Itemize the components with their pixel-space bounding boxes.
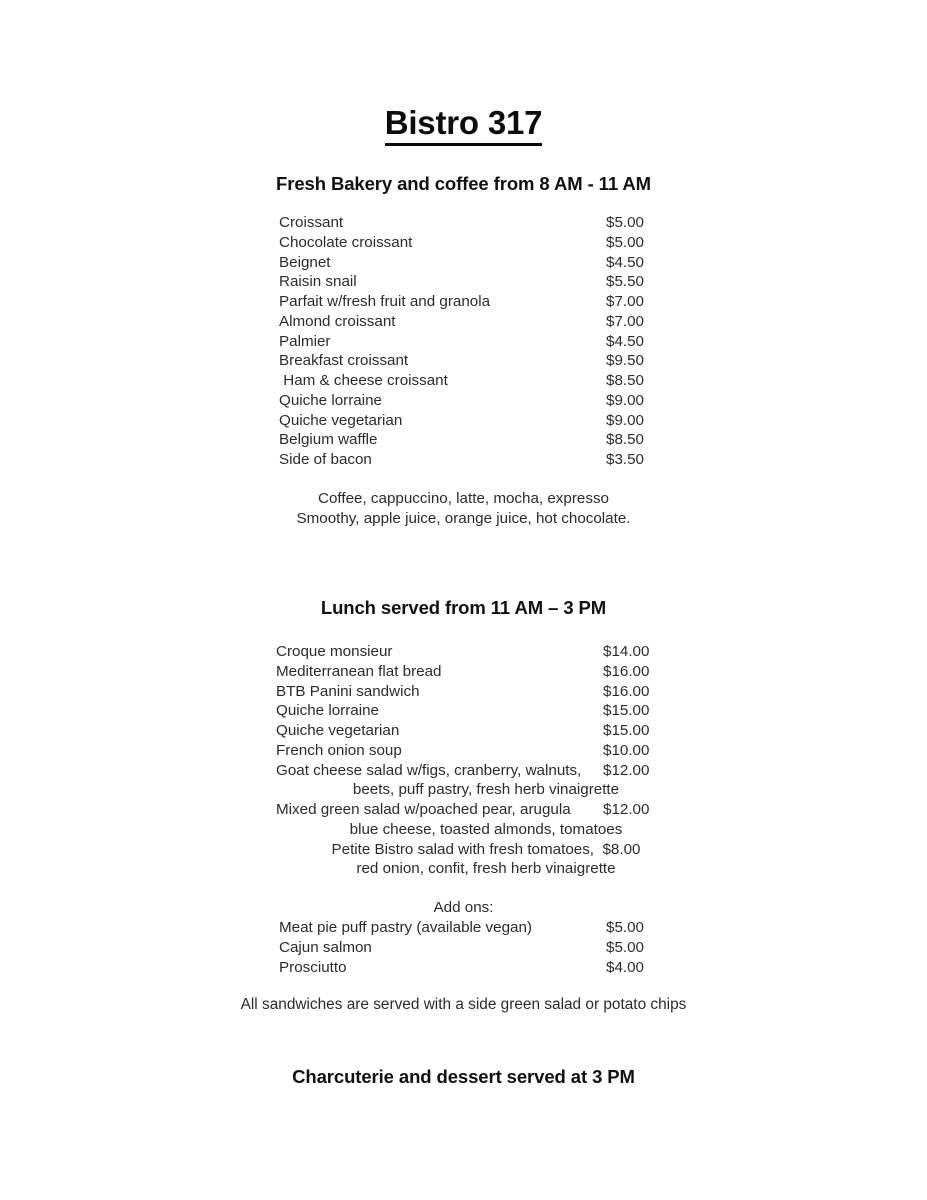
menu-item-row: [276, 682, 696, 702]
addons-item-list: [279, 918, 699, 977]
menu-item-price: $7.00: [606, 312, 645, 330]
lunch-section-heading: Lunch served from 11 AM – 3 PM: [320, 597, 607, 618]
menu-item-row: [279, 253, 699, 273]
menu-item-name: Chocolate croissant: [279, 233, 413, 251]
menu-item-continuation: red onion, confit, fresh herb vinaigrette: [356, 860, 616, 878]
drinks-block: [0, 489, 927, 529]
menu-item-continuation: beets, puff pastry, fresh herb vinaigrette: [352, 781, 620, 799]
menu-item-price: $16.00: [603, 682, 650, 700]
drinks-line-2: Smoothy, apple juice, orange juice, hot chocolate.: [296, 510, 631, 527]
menu-item-row: [279, 272, 699, 292]
menu-item-row: [276, 761, 696, 781]
menu-item-price: $4.50: [606, 332, 645, 350]
menu-item-price: $12.00: [603, 761, 650, 779]
menu-item-price: $4.50: [606, 253, 645, 271]
menu-item-row: [276, 642, 696, 662]
menu-item-price: $15.00: [603, 722, 650, 739]
menu-item-name: Belgium waffle: [279, 431, 378, 449]
menu-item-price: $16.00: [603, 662, 650, 680]
menu-item-price: $9.00: [606, 411, 645, 429]
menu-item-name: Quiche lorraine: [279, 391, 382, 409]
menu-item-row: [279, 391, 699, 411]
menu-item-name: Croque monsieur: [276, 643, 393, 660]
menu-item-price: $5.00: [606, 938, 645, 956]
menu-item-row: [279, 958, 699, 978]
menu-item-row: [279, 411, 699, 431]
menu-item-name: Mediterranean flat bread: [276, 662, 442, 680]
menu-item-name: Quiche vegetarian: [276, 722, 400, 739]
menu-item-price: $10.00: [603, 741, 650, 759]
menu-item-price: $3.50: [606, 451, 645, 468]
addons-label: Add ons:: [433, 899, 494, 916]
menu-item-price: $9.00: [606, 391, 645, 409]
sandwich-footer-note: All sandwiches are served with a side green salad or potato chips: [240, 996, 687, 1013]
page-title: [0, 104, 927, 142]
menu-item-price: $8.50: [606, 431, 645, 449]
menu-item-name: Croissant: [279, 214, 344, 231]
menu-item-row: [279, 450, 699, 470]
menu-item-name: Meat pie puff pastry (available vegan): [279, 919, 532, 936]
menu-item-row: [279, 351, 699, 371]
menu-item-row: [276, 800, 696, 820]
menu-item-price: $5.50: [606, 273, 645, 291]
menu-item-name: French onion soup: [276, 741, 402, 759]
menu-item-name: Beignet: [279, 253, 331, 271]
menu-item-price: $7.00: [606, 293, 645, 310]
menu-item-name: BTB Panini sandwich: [276, 682, 420, 700]
menu-item-price: $5.00: [606, 233, 645, 251]
drinks-line-1: Coffee, cappuccino, latte, mocha, expresso: [318, 490, 609, 507]
menu-item-row: [276, 741, 696, 761]
charcuterie-section-heading: Charcuterie and dessert served at 3 PM: [292, 1066, 635, 1087]
menu-item-continuation: blue cheese, toasted almonds, tomatoes: [349, 820, 623, 838]
menu-item-name: Side of bacon: [279, 451, 372, 468]
lunch-item-list: [276, 642, 696, 879]
menu-item-name: Breakfast croissant: [279, 352, 409, 370]
menu-item-name: Ham & cheese croissant: [279, 372, 448, 389]
menu-item-row: [279, 213, 699, 233]
menu-item-continuation: Petite Bistro salad with fresh tomatoes, $8.00: [331, 840, 641, 858]
menu-item-row: [276, 721, 696, 741]
menu-item-name: Palmier: [279, 332, 331, 350]
menu-item-name: Cajun salmon: [279, 938, 372, 956]
menu-item-name: Mixed green salad w/poached pear, arugula: [276, 801, 571, 818]
page-title-text: Bistro 317: [385, 104, 543, 146]
menu-item-row: [279, 292, 699, 312]
menu-item-price: $5.00: [606, 214, 645, 231]
menu-item-price: $12.00: [603, 801, 650, 818]
menu-item-price: $9.50: [606, 352, 645, 370]
menu-item-row: [276, 701, 696, 721]
menu-item-name: Goat cheese salad w/figs, cranberry, walnuts,: [276, 761, 582, 779]
menu-item-name: Prosciutto: [279, 958, 347, 976]
bakery-section-heading: Fresh Bakery and coffee from 8 AM - 11 AM: [276, 173, 651, 194]
menu-item-price: $8.50: [606, 372, 645, 389]
menu-item-price: $5.00: [606, 919, 645, 936]
menu-item-row: [279, 938, 699, 958]
menu-item-name: Raisin snail: [279, 273, 357, 291]
menu-item-row: [279, 371, 699, 391]
menu-item-row: [279, 233, 699, 253]
bakery-item-list: [279, 213, 699, 470]
menu-item-name: Parfait w/fresh fruit and granola: [279, 293, 491, 310]
menu-item-name: Quiche lorraine: [276, 702, 379, 720]
menu-item-row: [276, 662, 696, 682]
menu-item-price: $14.00: [603, 643, 650, 660]
menu-item-price: $15.00: [603, 702, 650, 720]
menu-item-row: [279, 430, 699, 450]
menu-item-row: [279, 332, 699, 352]
menu-item-name: Quiche vegetarian: [279, 411, 403, 429]
menu-item-row: [279, 918, 699, 938]
menu-item-name: Almond croissant: [279, 312, 396, 330]
menu-item-row: [279, 312, 699, 332]
menu-item-price: $4.00: [606, 958, 645, 976]
